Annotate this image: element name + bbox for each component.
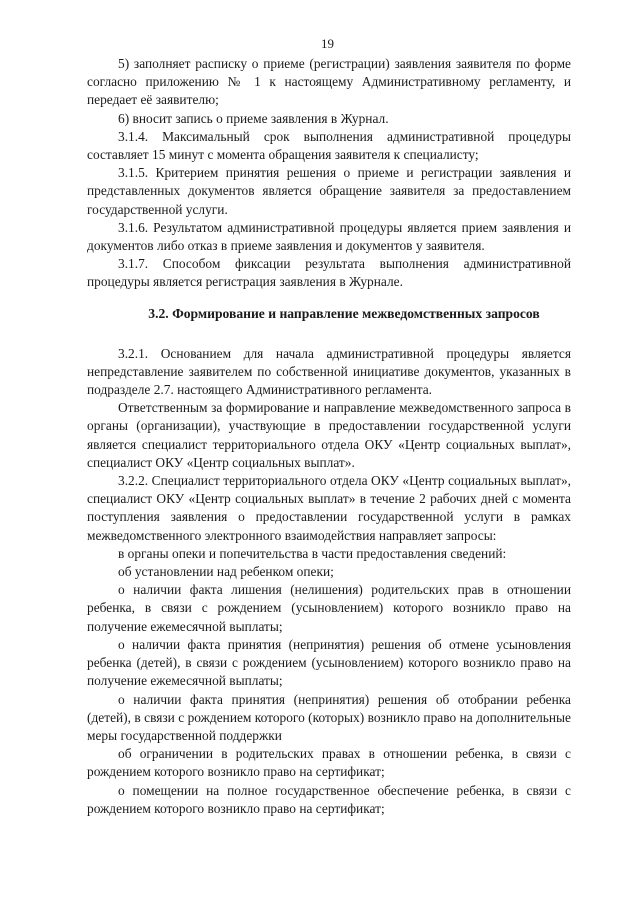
section-heading: 3.2. Формирование и направление межведомственных запросов (148, 305, 540, 321)
paragraph-guardianship: в органы опеки и попечительства в части предоставления сведений: (118, 545, 507, 561)
paragraph-3-1-7: 3.1.7. Способом фиксации результата выполнения административной процедуры является регистрация заявления в Журнале. (87, 256, 571, 290)
list-item-guardianship: об установлении над ребенком опеки; (118, 564, 334, 580)
list-item-restriction: об ограничении в родительских правах в отношении ребенка, в связи с рождением которого возникло право на сертификат; (87, 746, 571, 780)
list-item-adoption-cancel: о наличии факта принятия (непринятия) решения об отмене усыновления ребенка (детей), в связи с рождением (усыновлением) которого возникло право на получение ежемесячной выплаты; (87, 636, 571, 689)
page-number: 19 (321, 36, 334, 51)
list-item-removal: о наличии факта принятия (непринятия) решения об отобрании ребенка (детей), в связи с рождением которого (которых) возникло право на дополнительные меры государственной поддержки (87, 691, 571, 743)
paragraph-3-2-2: 3.2.2. Специалист территориального отдела ОКУ «Центр социальных выплат», специалист ОКУ «Центр социальных выплат» в течение 2 рабочих дней с момента поступления заявления о предоставлении государственной услуги в рамках межведомственного электронного взаимодействия направляет запросы: (87, 473, 571, 543)
paragraph-3-1-6: 3.1.6. Результатом административной процедуры является прием заявления и документов либо отказ в приеме заявления и документов у заявителя. (87, 219, 571, 254)
paragraph-item-6: 6) вносит запись о приеме заявления в Журнал. (118, 110, 389, 126)
paragraph-3-1-4: 3.1.4. Максимальный срок выполнения административной процедуры составляет 15 минут с момента обращения заявителя к специалисту; (87, 128, 571, 163)
list-item-deprivation: о наличии факта лишения (нелишения) родительских прав в отношении ребенка, в связи с рождением (усыновлением) которого возникло право на получение ежемесячной выплаты; (87, 582, 571, 634)
paragraph-3-1-5: 3.1.5. Критерием принятия решения о приеме и регистрации заявления и представленных документов является обращение заявителя за предоставлением государственной услуги. (87, 165, 571, 217)
document-body (87, 55, 571, 818)
paragraph-item-5: 5) заполняет расписку о приеме (регистрации) заявления заявителя по форме согласно приложению № 1 к настоящему Административному регламенту, и передает её заявителю; (87, 56, 571, 108)
paragraph-3-2-1: 3.2.1. Основанием для начала административной процедуры является непредставление заявителем по собственной инициативе документов, указанных в подразделе 2.7. настоящего Административного регламента. (87, 345, 571, 398)
list-item-state-support: о помещении на полное государственное обеспечение ребенка, в связи с рождением которого возникло право на сертификат; (87, 782, 571, 816)
paragraph-responsible: Ответственным за формирование и направление межведомственного запроса в органы (организации), участвующие в предоставлении государственной услуги является специалист территориального отдела ОКУ «Центр социальных выплат», специалист ОКУ «Центр социальных выплат». (87, 400, 571, 470)
